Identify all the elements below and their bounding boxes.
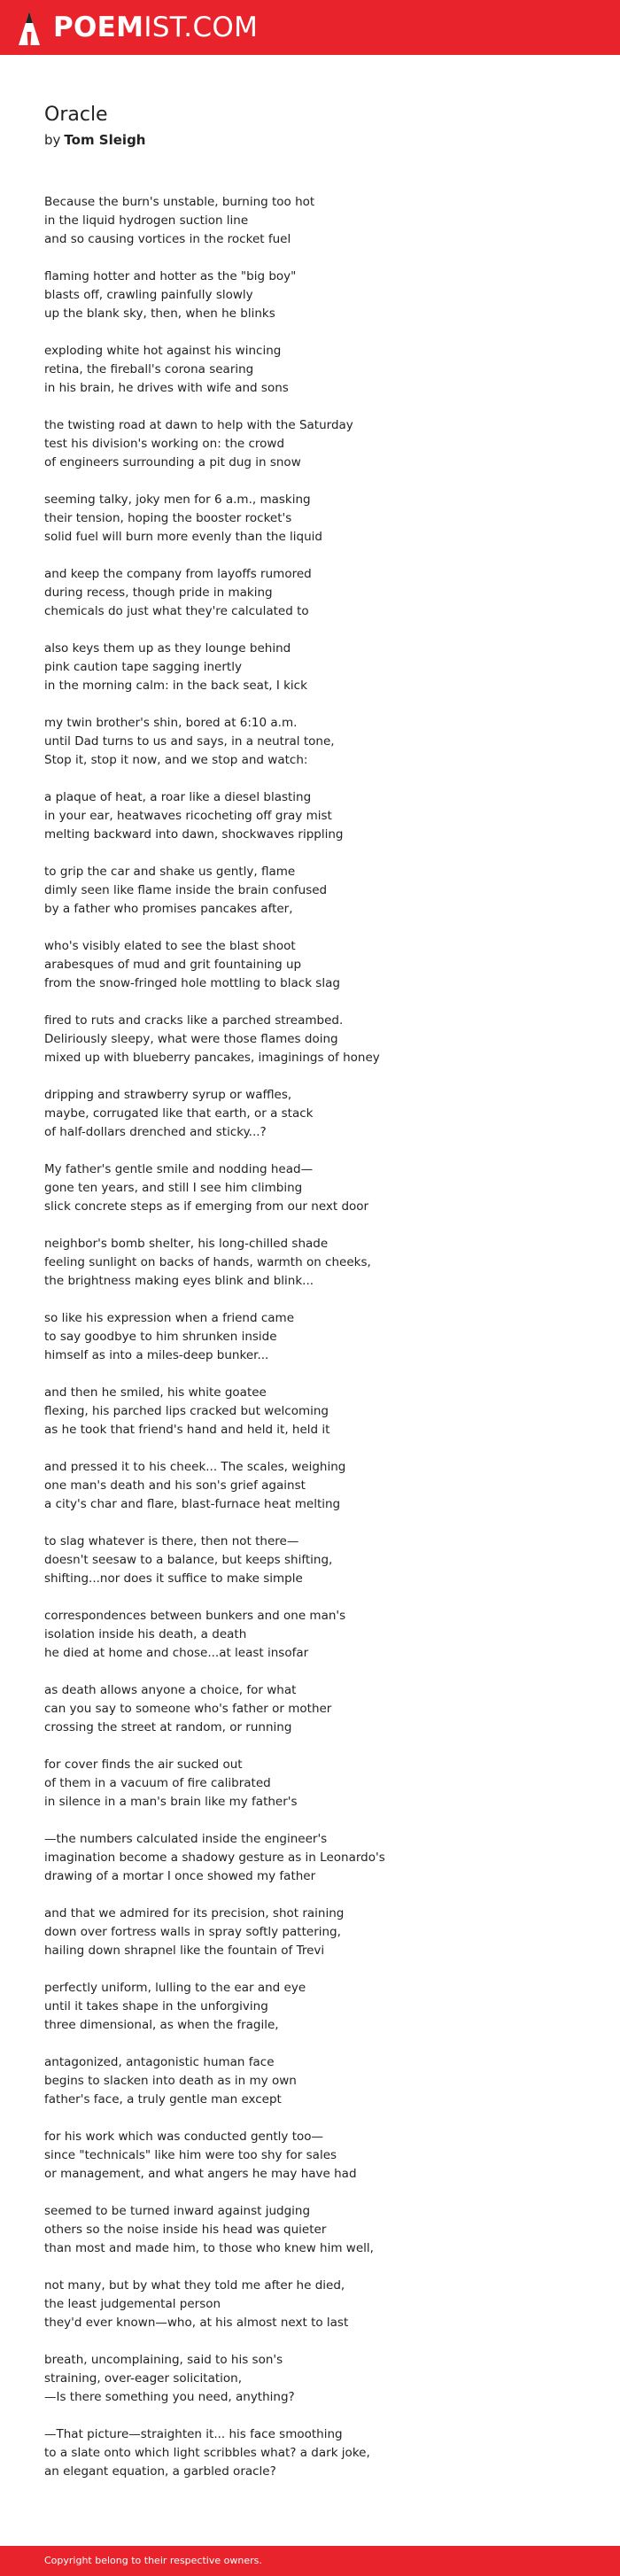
poem-line: slick concrete steps as if emerging from our next door <box>44 1199 369 1214</box>
poem-line: up the blank sky, then, when he blinks <box>44 306 275 321</box>
stanza <box>44 342 593 398</box>
poem-line: —the numbers calculated inside the engineer's <box>44 1832 328 1846</box>
poem-line: he died at home and chose...at least insofar <box>44 1646 309 1660</box>
poem-line: arabesques of mud and grit fountaining up <box>44 958 302 972</box>
stanza <box>44 2351 593 2407</box>
poem-line: himself as into a miles-deep bunker... <box>44 1348 269 1362</box>
stanza <box>44 1458 593 1514</box>
poem-line: a plaque of heat, a roar like a diesel blasting <box>44 790 312 804</box>
poem-line: until Dad turns to us and says, in a neutral tone, <box>44 734 335 749</box>
poem-line: drawing of a mortar I once showed my father <box>44 1869 316 1883</box>
stanza <box>44 937 593 993</box>
poem-line: so like his expression when a friend came <box>44 1311 295 1325</box>
poem-line: a city's char and flare, blast-furnace heat melting <box>44 1497 341 1511</box>
by-label: by <box>44 132 61 148</box>
stanza <box>44 1309 593 1365</box>
site-footer <box>0 2546 620 2576</box>
poem-line: for cover finds the air sucked out <box>44 1757 243 1772</box>
stanza <box>44 1160 593 1216</box>
stanza <box>44 714 593 770</box>
poem-line: by a father who promises pancakes after, <box>44 902 293 916</box>
poem-line: father's face, a truly gentle man except <box>44 2092 282 2107</box>
stanza <box>44 1756 593 1812</box>
poem-line: the least judgemental person <box>44 2297 221 2311</box>
poem-line: down over fortress walls in spray softly pattering, <box>44 1925 341 1939</box>
poem-line: seeming talky, joky men for 6 a.m., masking <box>44 493 311 507</box>
poem-line: seemed to be turned inward against judging <box>44 2204 311 2218</box>
poem-line: in the liquid hydrogen suction line <box>44 213 249 228</box>
poem-line: dimly seen like flame inside the brain confused <box>44 883 328 897</box>
poem-line: than most and made him, to those who knew him well, <box>44 2241 374 2255</box>
poem-line: in the morning calm: in the back seat, I kick <box>44 679 307 693</box>
poem-body <box>44 193 593 2500</box>
byline <box>44 130 145 150</box>
stanza <box>44 416 593 472</box>
poem-line: in your ear, heatwaves ricocheting off gray mist <box>44 809 332 823</box>
poem-line: as he took that friend's hand and held it, held it <box>44 1423 330 1437</box>
poem-line: retina, the fireball's corona searing <box>44 362 254 376</box>
stanza <box>44 2277 593 2332</box>
brand-light: IST.COM <box>143 12 259 43</box>
poem-line: maybe, corrugated like that earth, or a stack <box>44 1106 314 1121</box>
poem-line: during recess, though pride in making <box>44 586 273 600</box>
poem-line: gone ten years, and still I see him climbing <box>44 1181 303 1195</box>
poem-line: and that we admired for its precision, shot raining <box>44 1906 345 1920</box>
poem-line: an elegant equation, a garbled oracle? <box>44 2464 276 2479</box>
poem-line: not many, but by what they told me after he died, <box>44 2278 345 2293</box>
poem-line: since "technicals" like him were too shy for sales <box>44 2148 337 2162</box>
stanza <box>44 1235 593 1291</box>
stanza <box>44 1086 593 1142</box>
poem-line: isolation inside his death, a death <box>44 1627 247 1641</box>
stanza <box>44 788 593 844</box>
poem-line: one man's death and his son's grief against <box>44 1478 306 1493</box>
poem-line: neighbor's bomb shelter, his long-chilled shade <box>44 1237 329 1251</box>
poem-line: as death allows anyone a choice, for what <box>44 1683 297 1697</box>
poem-line: test his division's working on: the crowd <box>44 437 285 451</box>
stanza <box>44 565 593 621</box>
poem-line: crossing the street at random, or running <box>44 1720 292 1734</box>
poem-line: mixed up with blueberry pancakes, imaginings of honey <box>44 1051 380 1065</box>
site-header <box>0 0 620 55</box>
stanza <box>44 1830 593 1886</box>
poem-line: and so causing vortices in the rocket fuel <box>44 232 291 246</box>
stanza <box>44 2053 593 2109</box>
poem-line: dripping and strawberry syrup or waffles, <box>44 1088 292 1102</box>
stanza <box>44 2202 593 2258</box>
poem-line: to grip the car and shake us gently, flame <box>44 865 296 879</box>
poem-line: until it takes shape in the unforgiving <box>44 1999 268 2013</box>
poem-line: hailing down shrapnel like the fountain of Trevi <box>44 1944 325 1958</box>
poem-line: for his work which was conducted gently too— <box>44 2130 324 2144</box>
author-name[interactable]: Tom Sleigh <box>64 132 146 148</box>
poem-line: —Is there something you need, anything? <box>44 2390 295 2404</box>
poem-line: the twisting road at dawn to help with the Saturday <box>44 418 353 432</box>
poem-line: correspondences between bunkers and one man's <box>44 1609 346 1623</box>
poem-line: blasts off, crawling painfully slowly <box>44 288 253 302</box>
poem-line: to slag whatever is there, then not there— <box>44 1534 299 1548</box>
poem-line: feeling sunlight on backs of hands, warmth on cheeks, <box>44 1255 371 1269</box>
poem-line: to a slate onto which light scribbles what? a dark joke, <box>44 2446 370 2460</box>
stanza <box>44 491 593 547</box>
poem-line: of half-dollars drenched and sticky...? <box>44 1125 267 1139</box>
stanza <box>44 193 593 249</box>
poem-title: Oracle <box>44 104 108 126</box>
poem-line: the brightness making eyes blink and blink... <box>44 1274 314 1288</box>
poem-line: begins to slacken into death as in my own <box>44 2074 297 2088</box>
poem-line: from the snow-fringed hole mottling to black slag <box>44 976 340 990</box>
poem-line: and keep the company from layoffs rumored <box>44 567 312 581</box>
poem-line: or management, and what angers he may have had <box>44 2167 357 2181</box>
poem-line: flaming hotter and hotter as the "big boy" <box>44 269 297 283</box>
poem-line: my twin brother's shin, bored at 6:10 a.m. <box>44 716 298 730</box>
poem-line: chemicals do just what they're calculated to <box>44 604 309 618</box>
poem-line: Deliriously sleepy, what were those flames doing <box>44 1032 338 1046</box>
poem-line: perfectly uniform, lulling to the ear and eye <box>44 1981 306 1995</box>
poem-line: My father's gentle smile and nodding head— <box>44 1162 314 1176</box>
poem-line: and pressed it to his cheek... The scales, weighing <box>44 1460 346 1474</box>
poem-line: others so the noise inside his head was quieter <box>44 2223 327 2237</box>
poem-line: to say goodbye to him shrunken inside <box>44 1330 277 1344</box>
stanza <box>44 2425 593 2481</box>
copyright-text: Copyright belong to their respective owners. <box>44 2555 262 2566</box>
poem-line: can you say to someone who's father or mother <box>44 1702 332 1716</box>
poem-line: fired to ruts and cracks like a parched streambed. <box>44 1013 344 1028</box>
stanza <box>44 2128 593 2184</box>
poem-line: three dimensional, as when the fragile, <box>44 2018 279 2032</box>
pencil-icon[interactable] <box>16 11 43 46</box>
poem-line: melting backward into dawn, shockwaves rippling <box>44 827 344 842</box>
stanza <box>44 1384 593 1439</box>
poem-line: they'd ever known—who, at his almost next to last <box>44 2316 349 2330</box>
stanza <box>44 1979 593 2035</box>
poem-line: straining, over-eager solicitation, <box>44 2371 243 2386</box>
stanza <box>44 1607 593 1663</box>
stanza <box>44 640 593 695</box>
poem-line: antagonized, antagonistic human face <box>44 2055 275 2069</box>
poem-line: breath, uncomplaining, said to his son's <box>44 2353 283 2367</box>
poem-line: in his brain, he drives with wife and sons <box>44 381 289 395</box>
poem-line: of them in a vacuum of fire calibrated <box>44 1776 271 1790</box>
poem-line: doesn't seesaw to a balance, but keeps shifting, <box>44 1553 333 1567</box>
poem-line: solid fuel will burn more evenly than the liquid <box>44 530 322 544</box>
poem-line: exploding white hot against his wincing <box>44 344 282 358</box>
poem-line: pink caution tape sagging inertly <box>44 660 242 674</box>
poem-line: shifting...nor does it suffice to make simple <box>44 1571 303 1586</box>
stanza <box>44 1532 593 1588</box>
brand-bold: POEM <box>53 12 144 43</box>
poem-line: in silence in a man's brain like my father's <box>44 1795 298 1809</box>
stanza <box>44 1012 593 1067</box>
poem-line: who's visibly elated to see the blast shoot <box>44 939 296 953</box>
poem-line: flexing, his parched lips cracked but welcoming <box>44 1404 329 1418</box>
poem-line: of engineers surrounding a pit dug in snow <box>44 455 301 469</box>
stanza <box>44 863 593 919</box>
stanza <box>44 1905 593 1960</box>
poem-line: Stop it, stop it now, and we stop and watch: <box>44 753 308 767</box>
poem-line: —That picture—straighten it... his face smoothing <box>44 2427 343 2441</box>
poem-line: imagination become a shadowy gesture as in Leonardo's <box>44 1851 385 1865</box>
poem-line: their tension, hoping the booster rocket's <box>44 511 292 525</box>
poem-line: and then he smiled, his white goatee <box>44 1385 267 1400</box>
stanza <box>44 268 593 323</box>
stanza <box>44 1681 593 1737</box>
site-logo[interactable] <box>53 10 258 45</box>
poem-line: also keys them up as they lounge behind <box>44 641 291 656</box>
poem-line: Because the burn's unstable, burning too hot <box>44 195 315 209</box>
